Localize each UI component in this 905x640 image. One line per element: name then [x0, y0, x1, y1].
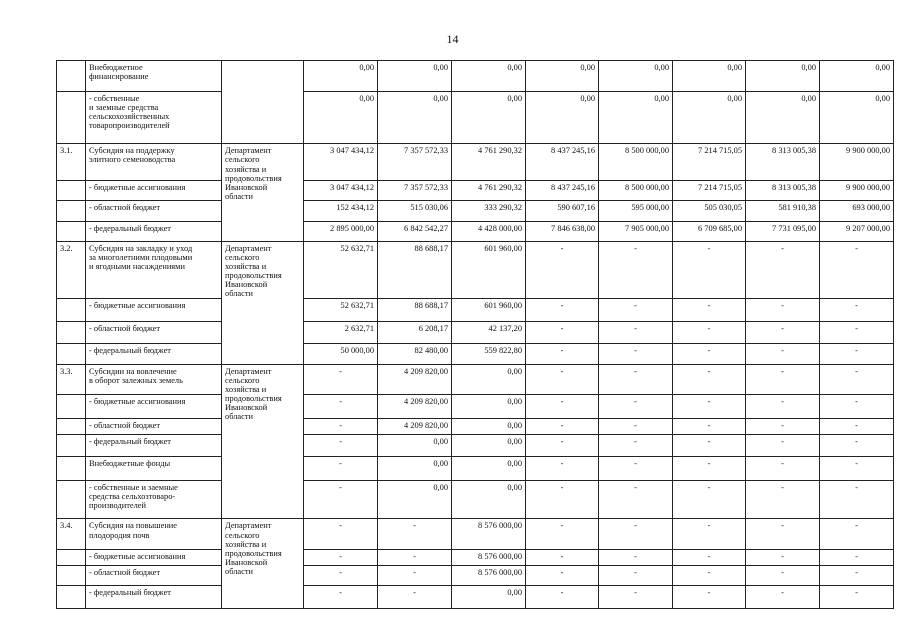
amount-cell: 7 214 715,05: [673, 180, 746, 200]
item-name: - собственные и заемные средства сельхозтоваро- производителей: [86, 480, 222, 519]
amount-cell: 505 030,05: [673, 201, 746, 221]
amount-cell: 0,00: [746, 91, 820, 144]
table-row: [57, 519, 894, 550]
amount-cell: -: [526, 435, 599, 457]
amount-cell: 7 846 638,00: [526, 221, 599, 241]
amount-cell: 0,00: [378, 457, 452, 480]
table-row: [57, 566, 894, 585]
amount-cell: -: [599, 480, 673, 519]
table-row: [57, 457, 894, 480]
responsible-department: Департамент сельского хозяйства и продовольствия Ивановской области: [222, 241, 304, 364]
item-name: - федеральный бюджет: [86, 343, 222, 364]
item-number: 3.1.: [57, 144, 86, 181]
table-row: [57, 201, 894, 221]
amount-cell: 82 480,00: [378, 343, 452, 364]
item-number: [57, 343, 86, 364]
amount-cell: -: [526, 566, 599, 585]
amount-cell: -: [746, 435, 820, 457]
amount-cell: 601 960,00: [452, 241, 526, 298]
amount-cell: -: [526, 418, 599, 434]
amount-cell: 8 437 245,16: [526, 180, 599, 200]
amount-cell: 152 434,12: [304, 201, 378, 221]
item-name: Внебюджетное финансирование: [86, 61, 222, 92]
amount-cell: -: [526, 480, 599, 519]
table-row: [57, 364, 894, 395]
amount-cell: 0,00: [526, 91, 599, 144]
amount-cell: -: [304, 435, 378, 457]
amount-cell: 0,00: [378, 480, 452, 519]
amount-cell: -: [378, 519, 452, 550]
item-number: [57, 180, 86, 200]
item-number: [57, 418, 86, 434]
amount-cell: 8 313 005,38: [746, 144, 820, 181]
amount-cell: -: [526, 585, 599, 609]
item-name: - федеральный бюджет: [86, 221, 222, 241]
amount-cell: -: [673, 418, 746, 434]
amount-cell: -: [746, 364, 820, 395]
amount-cell: -: [378, 549, 452, 565]
amount-cell: 7 214 715,05: [673, 144, 746, 181]
amount-cell: -: [599, 585, 673, 609]
responsible-department: Департамент сельского хозяйства и продовольствия Ивановской области: [222, 144, 304, 242]
amount-cell: -: [673, 241, 746, 298]
amount-cell: 7 731 095,00: [746, 221, 820, 241]
table-row: [57, 180, 894, 200]
table-row: [57, 395, 894, 418]
amount-cell: 0,00: [599, 61, 673, 92]
amount-cell: 4 209 820,00: [378, 395, 452, 418]
amount-cell: 8 500 000,00: [599, 180, 673, 200]
amount-cell: -: [526, 364, 599, 395]
amount-cell: 590 607,16: [526, 201, 599, 221]
amount-cell: 0,00: [452, 418, 526, 434]
amount-cell: 4 209 820,00: [378, 364, 452, 395]
item-name: Субсидия на закладку и уход за многолетними плодовыми и ягодными насаждениями: [86, 241, 222, 298]
amount-cell: -: [673, 457, 746, 480]
amount-cell: -: [673, 343, 746, 364]
amount-cell: 0,00: [378, 61, 452, 92]
amount-cell: 9 900 000,00: [820, 144, 894, 181]
amount-cell: 581 910,38: [746, 201, 820, 221]
item-number: [57, 298, 86, 321]
amount-cell: 0,00: [746, 61, 820, 92]
table-row: [57, 343, 894, 364]
item-name: Субсидия на поддержку элитного семеноводства: [86, 144, 222, 181]
amount-cell: -: [599, 549, 673, 565]
amount-cell: 8 576 000,00: [452, 519, 526, 550]
item-name: - бюджетные ассигнования: [86, 298, 222, 321]
item-name: - федеральный бюджет: [86, 585, 222, 609]
amount-cell: 0,00: [378, 91, 452, 144]
amount-cell: -: [599, 395, 673, 418]
amount-cell: -: [599, 457, 673, 480]
amount-cell: 601 960,00: [452, 298, 526, 321]
amount-cell: -: [526, 519, 599, 550]
table-row: [57, 418, 894, 434]
amount-cell: -: [746, 241, 820, 298]
amount-cell: 4 209 820,00: [378, 418, 452, 434]
amount-cell: -: [746, 298, 820, 321]
table-row: [57, 322, 894, 343]
amount-cell: -: [673, 480, 746, 519]
item-name: - бюджетные ассигнования: [86, 180, 222, 200]
amount-cell: 8 576 000,00: [452, 549, 526, 565]
amount-cell: -: [746, 322, 820, 343]
amount-cell: 88 688,17: [378, 241, 452, 298]
amount-cell: -: [746, 480, 820, 519]
item-number: [57, 457, 86, 480]
amount-cell: -: [746, 457, 820, 480]
amount-cell: 4 428 000,00: [452, 221, 526, 241]
amount-cell: 0,00: [452, 435, 526, 457]
amount-cell: -: [599, 435, 673, 457]
amount-cell: -: [746, 585, 820, 609]
amount-cell: 7 357 572,33: [378, 180, 452, 200]
amount-cell: -: [820, 343, 894, 364]
item-number: [57, 221, 86, 241]
amount-cell: 6 709 685,00: [673, 221, 746, 241]
amount-cell: -: [304, 418, 378, 434]
budget-table: [56, 60, 894, 609]
amount-cell: -: [673, 519, 746, 550]
amount-cell: 9 207 000,00: [820, 221, 894, 241]
page-number: 14: [446, 32, 459, 46]
amount-cell: -: [746, 395, 820, 418]
amount-cell: 8 576 000,00: [452, 566, 526, 585]
amount-cell: -: [746, 519, 820, 550]
amount-cell: -: [599, 241, 673, 298]
item-number: [57, 395, 86, 418]
amount-cell: -: [820, 480, 894, 519]
amount-cell: -: [599, 322, 673, 343]
amount-cell: 4 761 290,32: [452, 144, 526, 181]
amount-cell: -: [820, 435, 894, 457]
table-row: [57, 144, 894, 181]
amount-cell: -: [304, 364, 378, 395]
amount-cell: 0,00: [820, 61, 894, 92]
item-number: [57, 566, 86, 585]
responsible-department: Департамент сельского хозяйства и продовольствия Ивановской области: [222, 519, 304, 609]
amount-cell: -: [673, 549, 746, 565]
amount-cell: -: [599, 418, 673, 434]
amount-cell: 595 000,00: [599, 201, 673, 221]
item-number: [57, 201, 86, 221]
amount-cell: -: [673, 364, 746, 395]
amount-cell: 6 842 542,27: [378, 221, 452, 241]
amount-cell: 52 632,71: [304, 241, 378, 298]
item-number: [57, 585, 86, 609]
item-name: - областной бюджет: [86, 322, 222, 343]
item-number: [57, 91, 86, 144]
item-number: [57, 549, 86, 565]
amount-cell: -: [820, 585, 894, 609]
amount-cell: 0,00: [452, 364, 526, 395]
item-name: Внебюджетные фонды: [86, 457, 222, 480]
amount-cell: 0,00: [820, 91, 894, 144]
amount-cell: 7 905 000,00: [599, 221, 673, 241]
amount-cell: 3 047 434,12: [304, 180, 378, 200]
amount-cell: -: [378, 585, 452, 609]
responsible-department: [222, 61, 304, 144]
amount-cell: -: [820, 549, 894, 565]
amount-cell: -: [599, 364, 673, 395]
amount-cell: -: [746, 549, 820, 565]
item-number: 3.2.: [57, 241, 86, 298]
amount-cell: 693 000,00: [820, 201, 894, 221]
amount-cell: 42 137,20: [452, 322, 526, 343]
table-row: [57, 585, 894, 609]
table-row: [57, 480, 894, 519]
amount-cell: -: [599, 519, 673, 550]
amount-cell: -: [746, 566, 820, 585]
amount-cell: -: [304, 395, 378, 418]
amount-cell: -: [304, 457, 378, 480]
amount-cell: -: [820, 519, 894, 550]
amount-cell: 6 208,17: [378, 322, 452, 343]
amount-cell: -: [673, 566, 746, 585]
amount-cell: 4 761 290,32: [452, 180, 526, 200]
amount-cell: 2 632,71: [304, 322, 378, 343]
amount-cell: 0,00: [304, 91, 378, 144]
item-number: 3.4.: [57, 519, 86, 550]
amount-cell: -: [673, 298, 746, 321]
amount-cell: -: [304, 585, 378, 609]
amount-cell: -: [526, 241, 599, 298]
item-number: [57, 61, 86, 92]
item-number: [57, 480, 86, 519]
amount-cell: -: [820, 241, 894, 298]
table-row: [57, 91, 894, 144]
amount-cell: 8 313 005,38: [746, 180, 820, 200]
amount-cell: 88 688,17: [378, 298, 452, 321]
amount-cell: -: [746, 343, 820, 364]
item-name: - областной бюджет: [86, 418, 222, 434]
amount-cell: 333 290,32: [452, 201, 526, 221]
amount-cell: 52 632,71: [304, 298, 378, 321]
amount-cell: 0,00: [452, 480, 526, 519]
amount-cell: 8 437 245,16: [526, 144, 599, 181]
amount-cell: -: [746, 418, 820, 434]
table-row: [57, 435, 894, 457]
amount-cell: -: [304, 519, 378, 550]
table-row: [57, 549, 894, 565]
amount-cell: 0,00: [599, 91, 673, 144]
amount-cell: 7 357 572,33: [378, 144, 452, 181]
item-name: - бюджетные ассигнования: [86, 549, 222, 565]
amount-cell: 50 000,00: [304, 343, 378, 364]
amount-cell: 8 500 000,00: [599, 144, 673, 181]
amount-cell: -: [820, 457, 894, 480]
amount-cell: -: [526, 343, 599, 364]
item-name: Субсидия на повышение плодородия почв: [86, 519, 222, 550]
amount-cell: -: [304, 566, 378, 585]
amount-cell: 0,00: [673, 61, 746, 92]
amount-cell: -: [526, 298, 599, 321]
item-name: - федеральный бюджет: [86, 435, 222, 457]
item-number: 3.3.: [57, 364, 86, 395]
amount-cell: -: [820, 418, 894, 434]
item-number: [57, 322, 86, 343]
item-name: - областной бюджет: [86, 566, 222, 585]
item-number: [57, 435, 86, 457]
amount-cell: -: [673, 435, 746, 457]
item-name: Субсидии на вовлечение в оборот залежных земель: [86, 364, 222, 395]
amount-cell: 0,00: [452, 585, 526, 609]
amount-cell: -: [526, 395, 599, 418]
table-row: [57, 61, 894, 92]
amount-cell: 0,00: [304, 61, 378, 92]
amount-cell: -: [599, 343, 673, 364]
amount-cell: -: [304, 480, 378, 519]
amount-cell: 0,00: [673, 91, 746, 144]
amount-cell: -: [820, 298, 894, 321]
item-name: - областной бюджет: [86, 201, 222, 221]
amount-cell: -: [599, 298, 673, 321]
amount-cell: 0,00: [452, 91, 526, 144]
amount-cell: -: [820, 322, 894, 343]
amount-cell: 515 030,06: [378, 201, 452, 221]
table-row: [57, 241, 894, 298]
amount-cell: 9 900 000,00: [820, 180, 894, 200]
amount-cell: 0,00: [526, 61, 599, 92]
responsible-department: Департамент сельского хозяйства и продовольствия Ивановской области: [222, 364, 304, 519]
amount-cell: -: [378, 566, 452, 585]
amount-cell: -: [304, 549, 378, 565]
amount-cell: -: [526, 549, 599, 565]
table-row: [57, 298, 894, 321]
amount-cell: 559 822,80: [452, 343, 526, 364]
item-name: - бюджетные ассигнования: [86, 395, 222, 418]
amount-cell: 0,00: [452, 457, 526, 480]
amount-cell: 2 895 000,00: [304, 221, 378, 241]
amount-cell: -: [820, 395, 894, 418]
amount-cell: -: [673, 395, 746, 418]
amount-cell: 3 047 434,12: [304, 144, 378, 181]
amount-cell: -: [820, 566, 894, 585]
amount-cell: -: [599, 566, 673, 585]
amount-cell: -: [526, 322, 599, 343]
amount-cell: -: [820, 364, 894, 395]
table-row: [57, 221, 894, 241]
item-name: - собственные и заемные средства сельскохозяйственных товаропроизводителей: [86, 91, 222, 144]
amount-cell: 0,00: [378, 435, 452, 457]
amount-cell: 0,00: [452, 61, 526, 92]
amount-cell: -: [673, 322, 746, 343]
amount-cell: -: [526, 457, 599, 480]
amount-cell: -: [673, 585, 746, 609]
amount-cell: 0,00: [452, 395, 526, 418]
